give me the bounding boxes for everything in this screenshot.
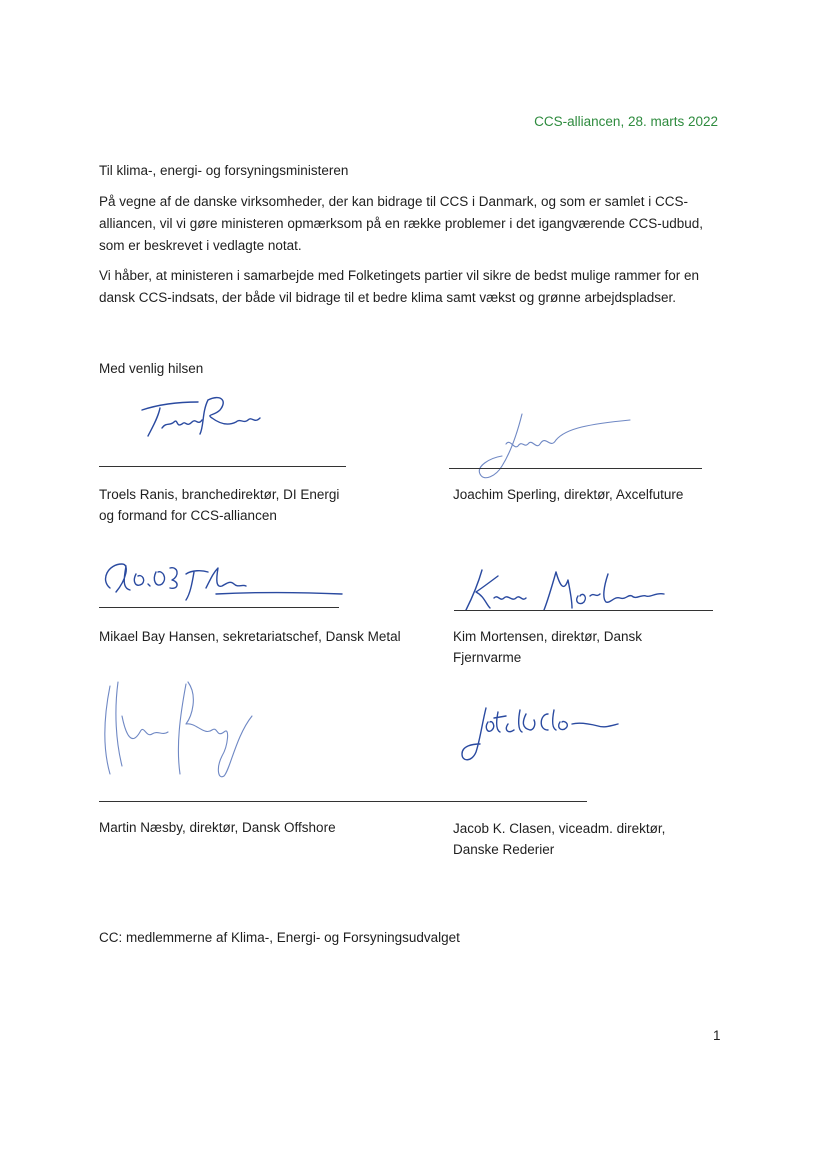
signature-line-1: [99, 466, 346, 467]
signature-kim-mortensen: [460, 566, 680, 616]
paragraph-1: På vegne af de danske virksomheder, der kan bidrage til CCS i Danmark, og som er samlet i CCS-alliancen, vil vi gøre ministeren opmærksom på en række problemer i det igangværende CCS-udbud, som er beskrevet i vedlagte notat.: [99, 194, 704, 253]
signatory-6-line2: Danske Rederier: [453, 842, 555, 857]
signature-jacob-k-clasen: [456, 700, 626, 770]
page-number: 1: [713, 1028, 721, 1043]
cc-line: CC: medlemmerne af Klima-, Energi- og Forsyningsudvalget: [99, 930, 460, 945]
signatory-5-name: [99, 817, 336, 838]
signature-martin-naesby: [96, 676, 266, 786]
signatory-5-line1: Martin Næsby, direktør, Dansk Offshore: [99, 820, 336, 835]
signature-line-2: [449, 468, 702, 469]
signatory-6-name: [453, 818, 665, 860]
signature-mikael-bay-hansen: [96, 558, 346, 604]
signatory-1-line1: Troels Ranis, branchedirektør, DI Energi: [99, 487, 340, 502]
signature-line-5: [99, 801, 587, 802]
signatory-2-name: [453, 484, 683, 505]
signature-troels-ranis: [140, 392, 270, 442]
signature-joachim-sperling: [470, 410, 640, 490]
signatory-3-name: [99, 626, 401, 647]
signatory-1-name: [99, 484, 339, 526]
signatory-2-line1: Joachim Sperling, direktør, Axcelfuture: [453, 487, 684, 502]
signatory-4-line1: Kim Mortensen, direktør, Dansk: [453, 629, 643, 644]
closing-greeting: Med venlig hilsen: [99, 361, 204, 376]
signatory-3-line1: Mikael Bay Hansen, sekretariatschef, Dansk Metal: [99, 629, 401, 644]
signature-line-3: [99, 607, 339, 608]
signatory-4-line2: Fjernvarme: [453, 650, 522, 665]
signatory-6-line1: Jacob K. Clasen, viceadm. direktør,: [453, 821, 666, 836]
signature-line-4: [454, 610, 713, 611]
paragraph-2: Vi håber, at ministeren i samarbejde med Folketingets partier vil sikre de bedst mulige rammer for en dansk CCS-indsats, der både vil bidrage til et bedre klima samt vækst og grønne arbejdspladser.: [99, 268, 700, 305]
signatory-1-line2: og formand for CCS-alliancen: [99, 508, 277, 523]
recipient-line: Til klima-, energi- og forsyningsministeren: [99, 163, 349, 178]
date-line: CCS-alliancen, 28. marts 2022: [534, 114, 718, 129]
signatory-4-name: [453, 626, 642, 668]
